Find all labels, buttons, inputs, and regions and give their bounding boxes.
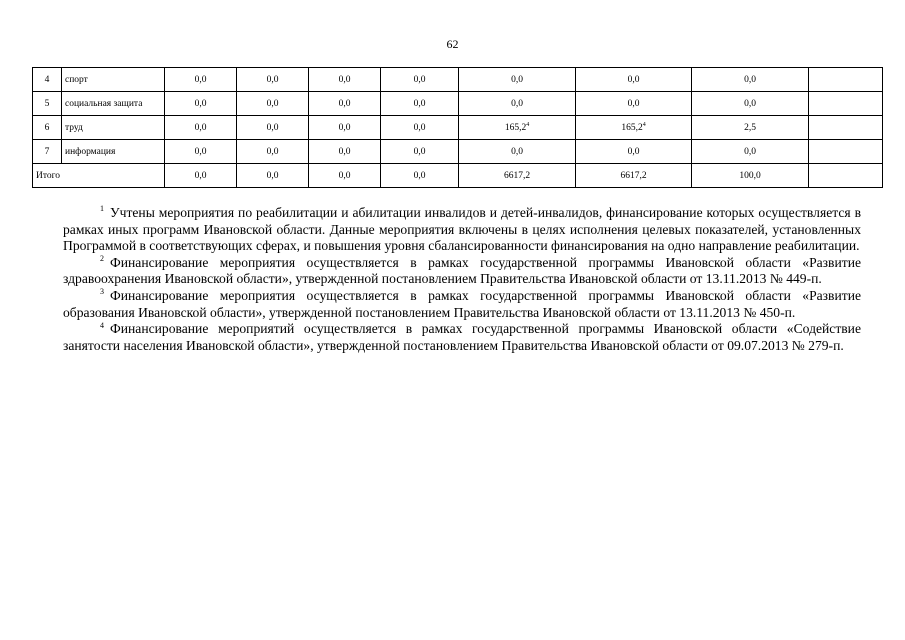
table-cell: 0,0 (381, 116, 459, 140)
footnote-mark: 2 (100, 254, 104, 264)
row-number: 5 (33, 92, 62, 116)
table-cell: 0,0 (165, 164, 237, 188)
table-cell: 0,0 (381, 164, 459, 188)
table-cell: 0,0 (309, 164, 381, 188)
page-number: 62 (446, 37, 459, 51)
table-cell: 0,0 (237, 140, 309, 164)
table-row (33, 140, 883, 164)
footnote-ref: 4 (526, 121, 530, 128)
table-cell: 0,0 (237, 68, 309, 92)
cell-value: 165,2 (621, 122, 643, 133)
table-row (33, 68, 883, 92)
footnote-text: Финансирование мероприятия осуществляется в рамках государственной программы Ивановской области «Развитие здравоохранения Ивановской области», утвержденной постановлением Правительства Ивановской области от 13.11.2013 № 449-п. (63, 254, 861, 287)
table-cell: 0,0 (165, 68, 237, 92)
table-cell (576, 116, 692, 140)
row-number: 7 (33, 140, 62, 164)
cell-value: 165,2 (504, 122, 527, 133)
table-cell: 0,0 (165, 92, 237, 116)
row-name: труд (62, 116, 165, 140)
table-cell: 100,0 (692, 164, 809, 188)
table-cell (809, 68, 883, 92)
table-cell: 6617,2 (459, 164, 576, 188)
table-body (33, 68, 883, 188)
row-number: 6 (33, 116, 62, 140)
table-cell: 0,0 (237, 92, 309, 116)
table-cell (809, 116, 883, 140)
footnote (63, 288, 861, 321)
table-cell: 0,0 (165, 140, 237, 164)
table-cell (809, 164, 883, 188)
table-cell: 0,0 (237, 116, 309, 140)
table-total-row (33, 164, 883, 188)
table-cell: 0,0 (576, 68, 692, 92)
total-label: Итого (33, 164, 165, 188)
footnote (63, 205, 861, 255)
table-cell: 0,0 (309, 116, 381, 140)
table-cell: 0,0 (381, 140, 459, 164)
table-row (33, 92, 883, 116)
table-cell: 0,0 (459, 92, 576, 116)
table-cell (809, 92, 883, 116)
footnote-mark: 4 (100, 320, 104, 330)
footnote (63, 321, 861, 354)
footnote-text: Учтены мероприятия по реабилитации и абилитации инвалидов и детей-инвалидов, финансирование которых осуществляется в рамках иных программ Ивановской области. Данные мероприятия включены в целях исполнения целевых показателей, установленных Программой в соответствующих сферах, и повышения уровня сбалансированности финансирования на одно направление реабилитации. (63, 205, 861, 254)
table-cell: 0,0 (459, 68, 576, 92)
row-number: 4 (33, 68, 62, 92)
footnotes (63, 205, 861, 354)
table-cell: 2,5 (692, 116, 809, 140)
table-cell: 6617,2 (576, 164, 692, 188)
table-cell: 0,0 (576, 92, 692, 116)
table-cell: 0,0 (692, 140, 809, 164)
footnote-ref: 4 (642, 121, 646, 128)
table-cell: 0,0 (459, 140, 576, 164)
table-cell: 0,0 (381, 92, 459, 116)
footnote-mark: 1 (100, 204, 104, 214)
table-cell: 0,0 (237, 164, 309, 188)
footnote-mark: 3 (100, 287, 104, 297)
row-name: социальная защита (62, 92, 165, 116)
table-cell: 0,0 (309, 140, 381, 164)
footnote (63, 255, 861, 288)
table-cell: 0,0 (692, 92, 809, 116)
data-table (32, 67, 883, 188)
table-cell (809, 140, 883, 164)
table-cell: 0,0 (165, 116, 237, 140)
row-name: информация (62, 140, 165, 164)
footnote-text: Финансирование мероприятия осуществляется в рамках государственной программы Ивановской области «Развитие образования Ивановской области», утвержденной постановлением Правительства Ивановской области от 13.11.2013 № 450-п. (63, 287, 861, 320)
table-cell: 0,0 (309, 92, 381, 116)
footnote-text: Финансирование мероприятий осуществляется в рамках государственной программы Ивановской области «Содействие занятости населения Ивановской области», утвержденной постановлением Правительства Ивановской области от 09.07.2013 № 279-п. (63, 321, 861, 353)
table-cell (459, 116, 576, 140)
row-name: спорт (62, 68, 165, 92)
table-cell: 0,0 (309, 68, 381, 92)
table-cell: 0,0 (576, 140, 692, 164)
table-cell: 0,0 (692, 68, 809, 92)
table-cell: 0,0 (381, 68, 459, 92)
table-row (33, 116, 883, 140)
